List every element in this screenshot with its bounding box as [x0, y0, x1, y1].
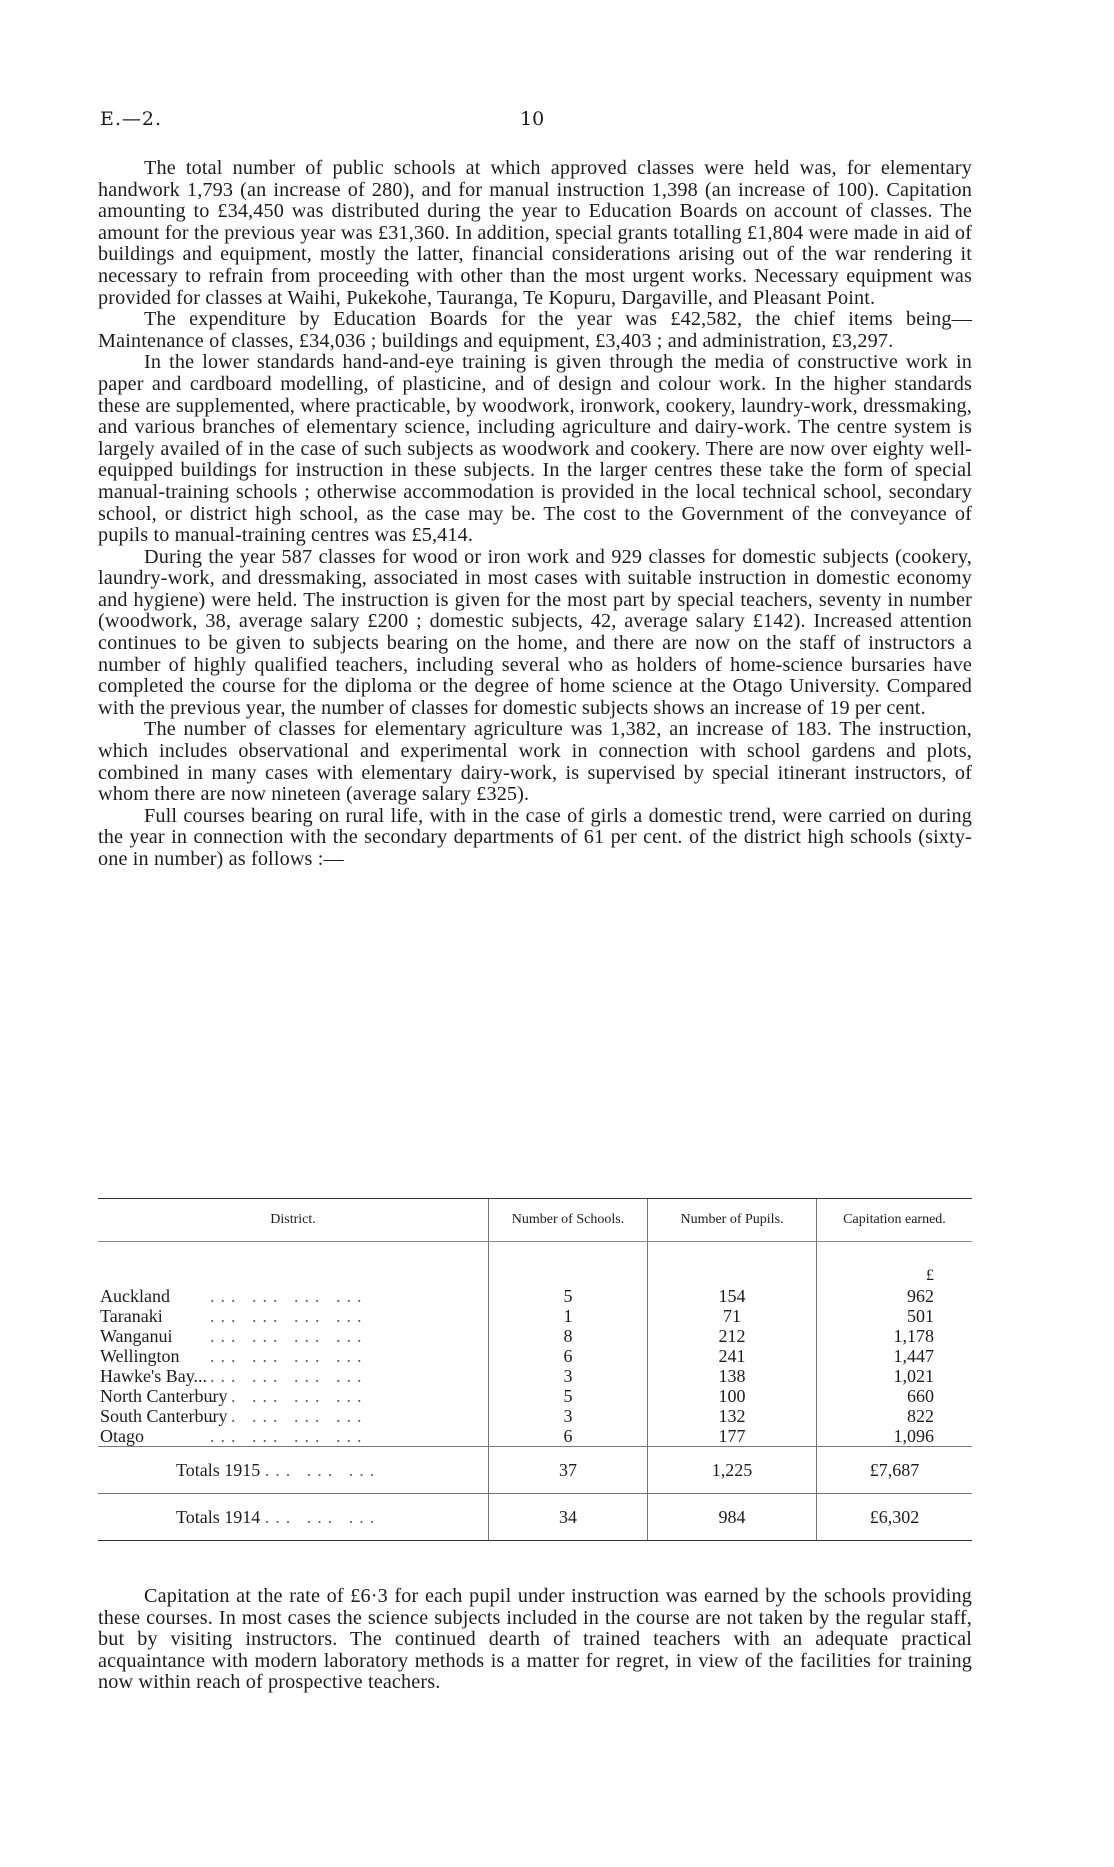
totals-label-cell	[98, 1494, 489, 1541]
paragraph: During the year 587 classes for wood or iron work and 929 classes for domestic subjects (cookery, laundry-work, and dressmaking, associated in most cases with suitable instruction in domestic economy and hygiene) were held. The instruction is given for the most part by special teachers, seventy in number (woodwork, 38, average salary £200 ; domestic subjects, 42, average salary £142). Increased attention continues to be given to subjects bearing on the home, and there are now on the staff of instructors a number of highly qualified teachers, including several who as holders of home-science bursaries have completed the course for the diploma or the degree of home science at the Otago University. Compared with the previous year, the number of classes for domestic subjects shows an increase of 19 per cent.	[98, 545, 972, 719]
leader-dots: ... ... ...	[264, 1460, 381, 1480]
table-row	[98, 1406, 972, 1426]
capitation-total-cell: £6,302	[817, 1494, 973, 1541]
district-cell	[98, 1306, 489, 1326]
paragraph: In the lower standards hand-and-eye training is given through the media of constructive work in paper and cardboard modelling, of plasticine, and of design and colour work. In the higher standards these are supplemented, where practicable, by woodwork, ironwork, cookery, laundry-work, dressmaking, and various branches of elementary science, including agriculture and dairy-work. The centre system is largely availed of in the case of such subjects as woodwork and cookery. There are now over eighty well-equipped buildings for instruction in these subjects. In the larger centres these take the form of special manual-training schools ; otherwise accommodation is provided in the local technical school, secondary school, or district high school, as the case may be. The cost to the Government of the conveyance of pupils to manual-training centres was £5,414.	[98, 351, 972, 547]
capitation-cell: 1,096	[817, 1426, 973, 1447]
district-cell	[98, 1326, 489, 1346]
pupils-cell: 212	[648, 1326, 817, 1346]
page-number: 10	[520, 108, 545, 130]
totals-row	[98, 1494, 972, 1541]
schools-total-cell: 37	[489, 1447, 648, 1494]
header-schools: Number of Schools.	[489, 1199, 648, 1242]
capitation-cell: 822	[817, 1406, 973, 1426]
empty-cell	[489, 1242, 648, 1287]
capitation-cell: 1,178	[817, 1326, 973, 1346]
table-row	[98, 1286, 972, 1306]
district-table-container	[98, 1198, 972, 1541]
table-row	[98, 1366, 972, 1386]
capitation-cell: 501	[817, 1306, 973, 1326]
paragraph: The total number of public schools at which approved classes were held was, for elementary handwork 1,793 (an increase of 280), and for manual instruction 1,398 (an increase of 100). Capitation amounting to £34,450 was distributed during the year to Education Boards on account of classes. The amount for the previous year was £31,360. In addition, special grants totalling £1,804 were made in aid of buildings and equipment, mostly the latter, financial considerations arising out of the war rendering it necessary to refrain from proceeding with other than the most urgent works. Necessary equipment was provided for classes at Waihi, Pukekohe, Tauranga, Te Kopuru, Dargaville, and Pleasant Point.	[98, 157, 972, 309]
district-cell	[98, 1426, 489, 1447]
empty-cell	[98, 1242, 489, 1287]
district-cell	[98, 1286, 489, 1306]
capitation-cell: 1,447	[817, 1346, 973, 1366]
totals-label: Totals 1915	[176, 1460, 265, 1480]
pupils-cell: 241	[648, 1346, 817, 1366]
district-table	[98, 1198, 972, 1541]
schools-cell: 5	[489, 1286, 648, 1306]
pupils-total-cell: 984	[648, 1494, 817, 1541]
schools-total-cell: 34	[489, 1494, 648, 1541]
paragraph: The expenditure by Education Boards for the year was £42,582, the chief items being—Maintenance of classes, £34,036 ; buildings and equipment, £3,403 ; and administration, £3,297.	[98, 308, 972, 352]
schools-cell: 6	[489, 1346, 648, 1366]
schools-cell: 6	[489, 1426, 648, 1447]
table-row	[98, 1426, 972, 1447]
leader-dots: ... ... ... ...	[210, 1386, 368, 1406]
leader-dots: ... ... ... ...	[210, 1426, 368, 1446]
totals-row	[98, 1447, 972, 1494]
leader-dots: ... ... ... ...	[210, 1306, 368, 1326]
header-district: District.	[98, 1199, 489, 1242]
paragraph: Full courses bearing on rural life, with in the case of girls a domestic trend, were carried on during the year in connection with the secondary departments of 61 per cent. of the district high schools (sixty-one in number) as follows :—	[98, 804, 972, 870]
paragraph: The number of classes for elementary agriculture was 1,382, an increase of 183. The instruction, which includes observational and experimental work in connection with school gardens and plots, combined in many cases with elementary dairy-work, is supervised by special itinerant instructors, of whom there are now nineteen (average salary £325).	[98, 718, 972, 806]
pupils-cell: 100	[648, 1386, 817, 1406]
district-name: Auckland	[100, 1286, 170, 1306]
table-row	[98, 1326, 972, 1346]
leader-dots: ... ... ... ...	[210, 1406, 368, 1426]
paragraph: Capitation at the rate of £6·3 for each pupil under instruction was earned by the schools providing these courses. In most cases the science subjects included in the course are not taken by the regular staff, but by visiting instructors. The continued dearth of trained teachers with an adequate practical acquaintance with modern laboratory methods is a matter for regret, in view of the facilities for training now within reach of prospective teachers.	[98, 1585, 972, 1694]
table-row	[98, 1346, 972, 1366]
schools-cell: 3	[489, 1406, 648, 1426]
table-row	[98, 1306, 972, 1326]
leader-dots: ... ... ... ...	[210, 1286, 368, 1306]
district-cell	[98, 1366, 489, 1386]
capitation-cell: 660	[817, 1386, 973, 1406]
schools-cell: 5	[489, 1386, 648, 1406]
unit-row	[98, 1242, 972, 1287]
pupils-cell: 132	[648, 1406, 817, 1426]
leader-dots: ... ... ... ...	[210, 1326, 368, 1346]
body-text	[98, 158, 972, 871]
table-row	[98, 1386, 972, 1406]
district-name: Otago	[100, 1426, 144, 1446]
district-cell	[98, 1406, 489, 1426]
header-pupils: Number of Pupils.	[648, 1199, 817, 1242]
capitation-cell: 962	[817, 1286, 973, 1306]
leader-dots: ... ... ... ...	[210, 1366, 368, 1386]
closing-text	[98, 1586, 972, 1694]
district-name: Wellington	[100, 1346, 180, 1366]
pupils-cell: 138	[648, 1366, 817, 1386]
capitation-total-cell: £7,687	[817, 1447, 973, 1494]
capitation-cell: 1,021	[817, 1366, 973, 1386]
district-cell	[98, 1346, 489, 1366]
empty-cell	[648, 1242, 817, 1287]
district-name: Hawke's Bay...	[100, 1366, 208, 1386]
header-capitation: Capitation earned.	[817, 1199, 973, 1242]
pupils-cell: 177	[648, 1426, 817, 1447]
currency-unit: £	[817, 1242, 973, 1287]
district-name: North Canterbury	[100, 1386, 228, 1406]
document-reference: E.—2.	[100, 108, 163, 130]
totals-label-cell	[98, 1447, 489, 1494]
district-name: South Canterbury	[100, 1406, 228, 1426]
pupils-cell: 154	[648, 1286, 817, 1306]
district-cell	[98, 1386, 489, 1406]
schools-cell: 1	[489, 1306, 648, 1326]
leader-dots: ... ... ... ...	[210, 1346, 368, 1366]
schools-cell: 8	[489, 1326, 648, 1346]
pupils-total-cell: 1,225	[648, 1447, 817, 1494]
table-header-row	[98, 1199, 972, 1242]
totals-label: Totals 1914	[176, 1507, 265, 1527]
district-name: Taranaki	[100, 1306, 163, 1326]
leader-dots: ... ... ...	[264, 1507, 381, 1527]
schools-cell: 3	[489, 1366, 648, 1386]
pupils-cell: 71	[648, 1306, 817, 1326]
district-name: Wanganui	[100, 1326, 173, 1346]
